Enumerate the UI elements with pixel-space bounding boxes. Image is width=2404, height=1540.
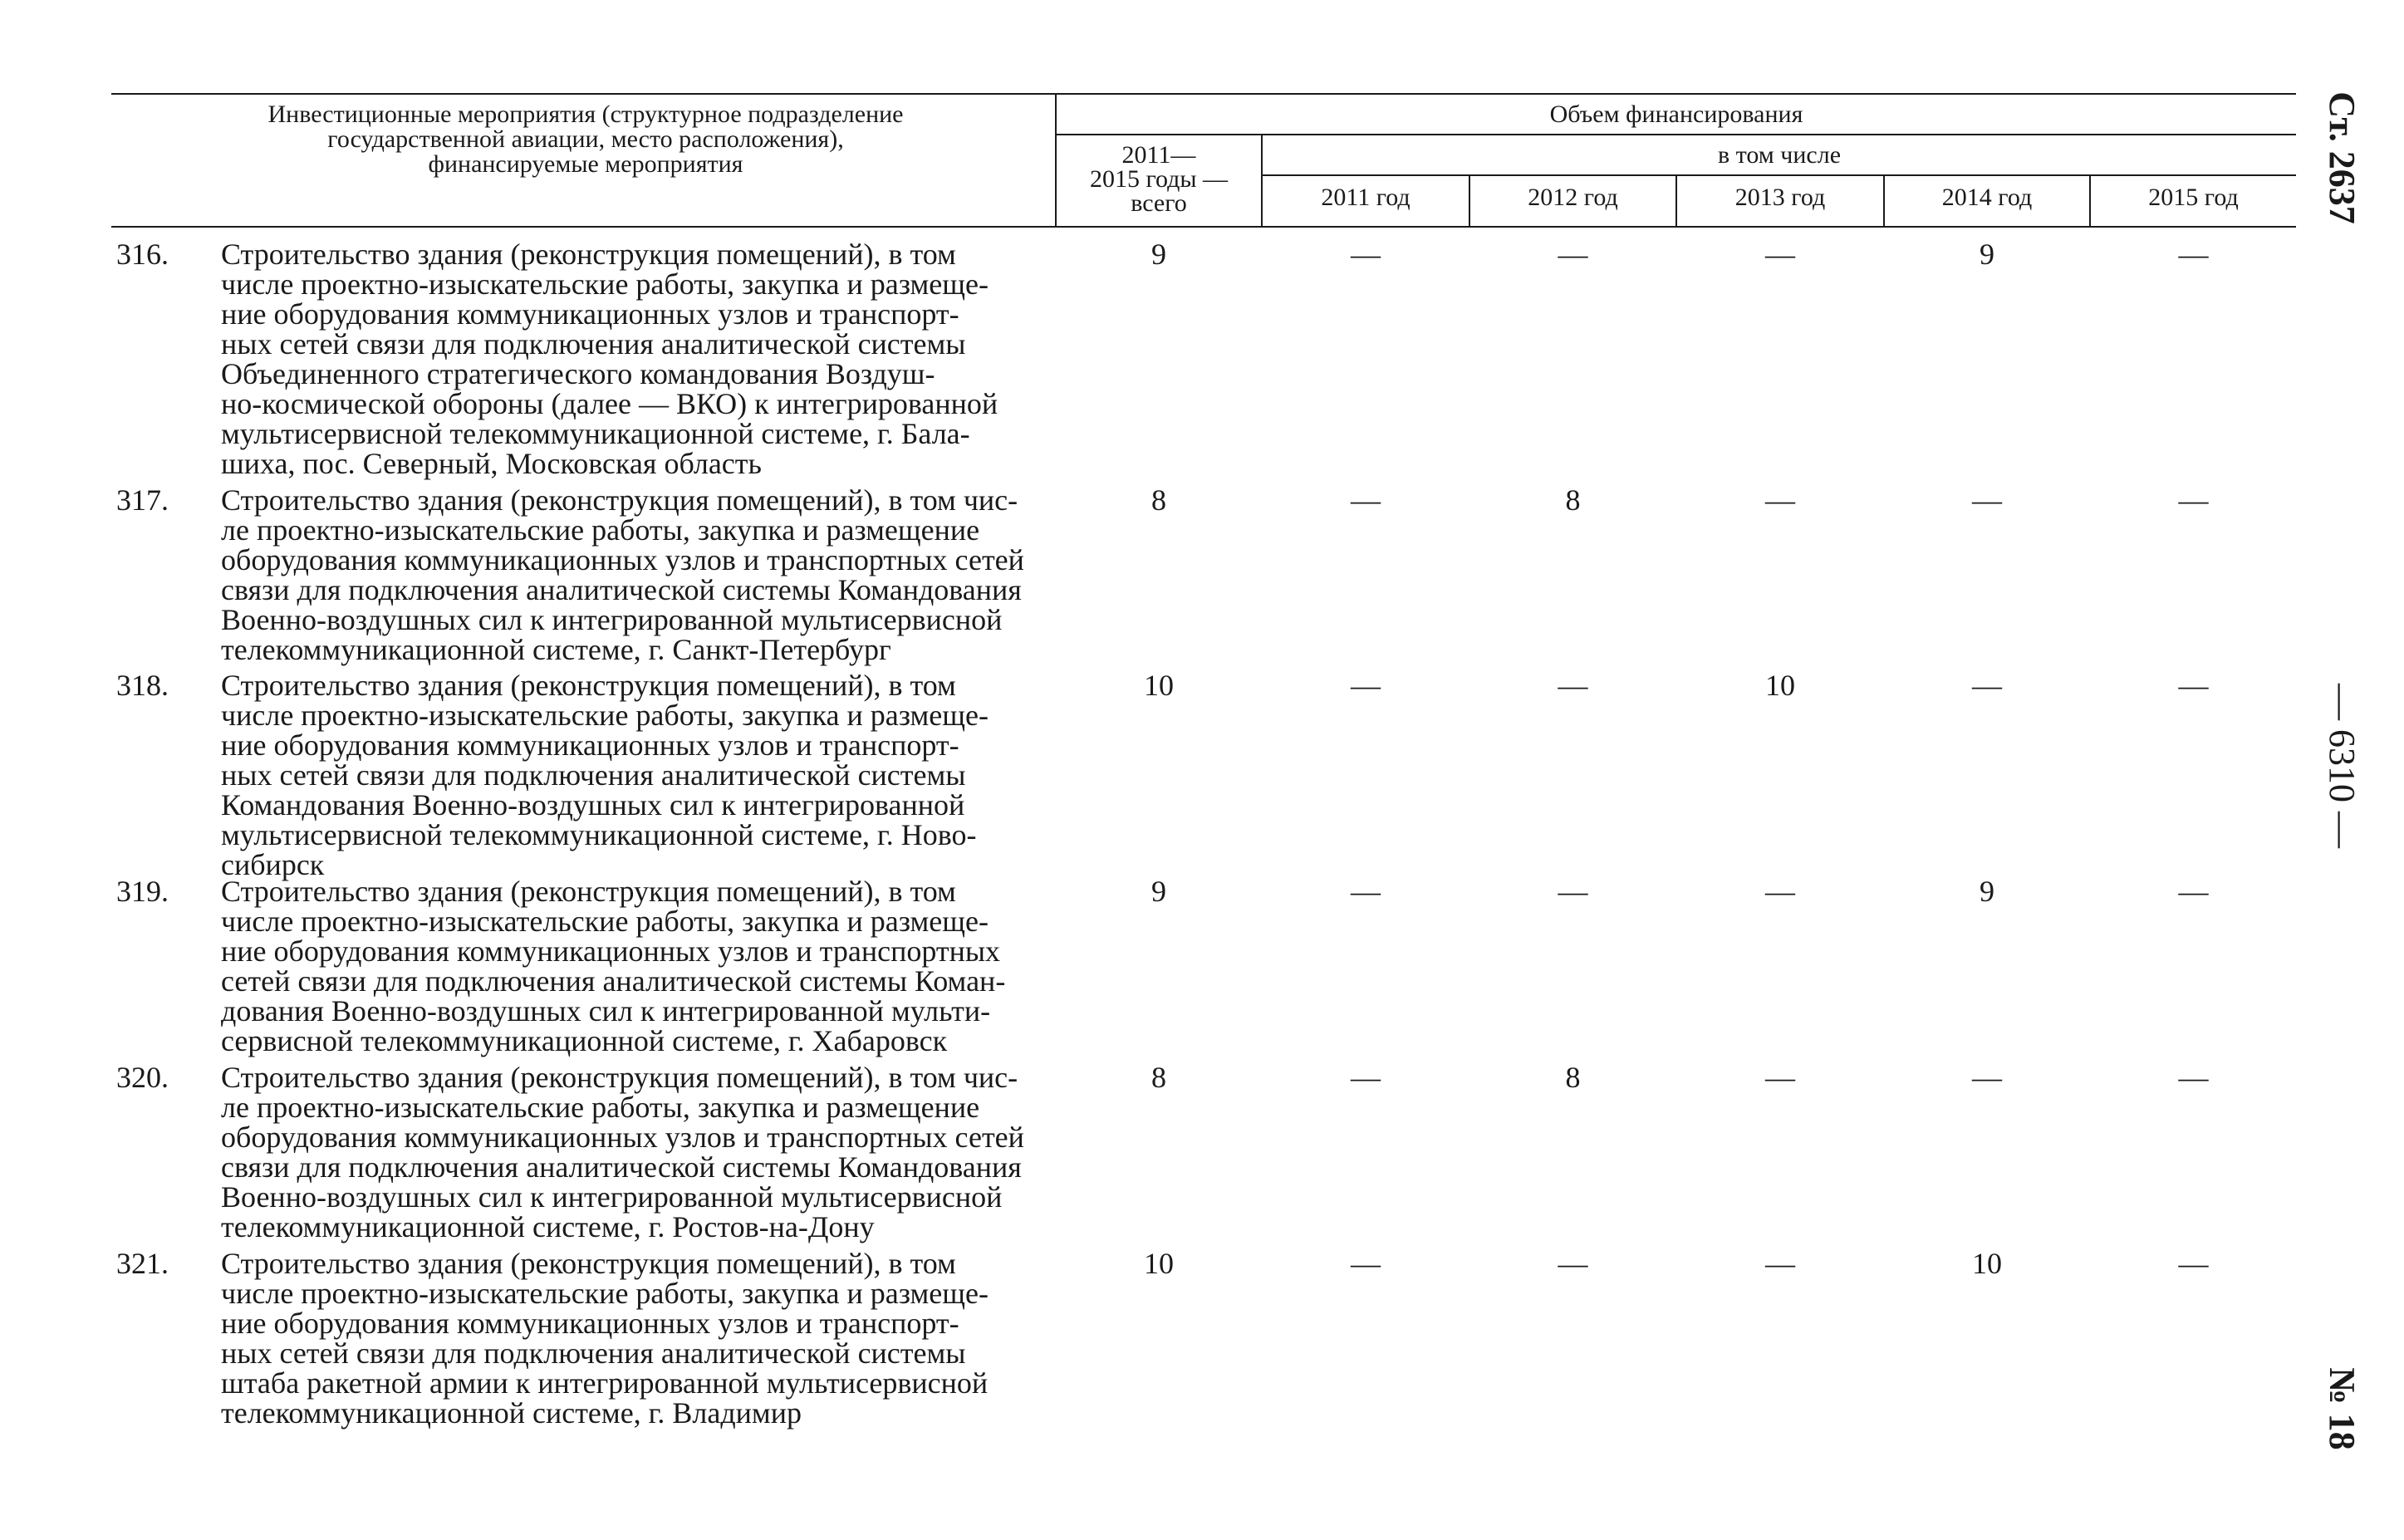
cell-2014: 10 bbox=[1972, 1247, 2002, 1280]
cell-total: 10 bbox=[1144, 669, 1174, 702]
row-text-line: ние оборудования коммуникационных узлов и транспорт- bbox=[221, 728, 959, 762]
row-number: 317. bbox=[116, 483, 169, 517]
header-funding-rule bbox=[1055, 134, 2296, 135]
row-text-line: Строительство здания (реконструкция помещений), в том bbox=[221, 669, 956, 702]
page-number: — 6310 — bbox=[2322, 684, 2362, 848]
row-text-line: сервисной телекоммуникационной системе, г. Хабаровск bbox=[221, 1024, 948, 1057]
cell-2014: 9 bbox=[1980, 238, 1994, 271]
cell-2014: — bbox=[1972, 669, 2002, 702]
cell-2015: — bbox=[2178, 875, 2209, 908]
row-text-line: телекоммуникационной системе, г. Санкт-Петербург bbox=[221, 633, 891, 666]
row-text-line: оборудования коммуникационных узлов и транспортных сетей bbox=[221, 1121, 1024, 1154]
cell-2014: 9 bbox=[1980, 875, 1994, 908]
cell-2011: — bbox=[1351, 238, 1381, 271]
row-text-line: мультисервисной телекоммуникационной системе, г. Ново- bbox=[221, 818, 977, 851]
cell-total: 8 bbox=[1151, 1061, 1166, 1094]
row-text-line: но-космической обороны (далее — ВКО) к интегрированной bbox=[221, 387, 998, 420]
row-text-line: Строительство здания (реконструкция помещений), в том чис- bbox=[221, 1061, 1018, 1094]
row-text-line: числе проектно-изыскательские работы, закупка и размеще- bbox=[221, 1277, 989, 1310]
row-text-line: числе проектно-изыскательские работы, закупка и размеще- bbox=[221, 699, 989, 732]
header-total bbox=[1057, 143, 1261, 215]
cell-2011: — bbox=[1351, 669, 1381, 702]
row-description bbox=[221, 1248, 1033, 1428]
header-year-2013: 2013 год bbox=[1734, 184, 1826, 211]
header-total-line: всего bbox=[1131, 189, 1187, 217]
row-text-line: мультисервисной телекоммуникационной системе, г. Бала- bbox=[221, 417, 970, 450]
row-text-line: сибирск bbox=[221, 848, 325, 881]
cell-2011: — bbox=[1351, 875, 1381, 908]
header-total-line: 2011— bbox=[1121, 141, 1196, 169]
row-text-line: Строительство здания (реконструкция помещений), в том чис- bbox=[221, 483, 1018, 517]
row-text-line: Строительство здания (реконструкция помещений), в том bbox=[221, 1247, 956, 1280]
issue-number: № 18 bbox=[2322, 1367, 2362, 1450]
header-year-2014: 2014 год bbox=[1941, 184, 2033, 211]
cell-2012: — bbox=[1558, 669, 1588, 702]
cell-2012: 8 bbox=[1565, 1061, 1581, 1094]
row-description bbox=[221, 1062, 1033, 1242]
cell-total: 9 bbox=[1151, 875, 1166, 908]
row-text-line: ных сетей связи для подключения аналитической системы bbox=[221, 327, 966, 360]
header-year-2015: 2015 год bbox=[2148, 184, 2239, 211]
cell-2015: — bbox=[2178, 483, 2209, 517]
cell-2012: 8 bbox=[1565, 483, 1581, 517]
row-text-line: ние оборудования коммуникационных узлов и транспортных bbox=[221, 934, 1001, 968]
cell-2015: — bbox=[2178, 669, 2209, 702]
cell-total: 10 bbox=[1144, 1247, 1174, 1280]
row-number: 316. bbox=[116, 238, 169, 271]
cell-2014: — bbox=[1972, 483, 2002, 517]
header-total-line: 2015 годы — bbox=[1089, 165, 1229, 193]
cell-2011: — bbox=[1351, 483, 1381, 517]
header-measures bbox=[116, 102, 1055, 177]
cell-2011: — bbox=[1351, 1247, 1381, 1280]
row-number: 320. bbox=[116, 1061, 169, 1094]
row-text-line: числе проектно-изыскательские работы, закупка и размеще- bbox=[221, 905, 989, 938]
row-text-line: Строительство здания (реконструкция помещений), в том bbox=[221, 238, 956, 271]
header-year-2012: 2012 год bbox=[1528, 184, 1618, 211]
row-description bbox=[221, 239, 1033, 478]
header-year-2011: 2011 год bbox=[1321, 184, 1411, 211]
cell-2015: — bbox=[2178, 1061, 2209, 1094]
cell-2013: — bbox=[1765, 875, 1795, 908]
cell-2012: — bbox=[1558, 238, 1588, 271]
row-text-line: Строительство здания (реконструкция помещений), в том bbox=[221, 875, 956, 908]
cell-2014: — bbox=[1972, 1061, 2002, 1094]
header-measures-line: Инвестиционные мероприятия (структурное подразделение bbox=[267, 101, 904, 128]
row-number: 319. bbox=[116, 875, 169, 908]
row-text-line: ных сетей связи для подключения аналитической системы bbox=[221, 1336, 966, 1370]
cell-2015: — bbox=[2178, 238, 2209, 271]
header-including-rule bbox=[1263, 174, 2296, 176]
cell-2015: — bbox=[2178, 1247, 2209, 1280]
row-text-line: ние оборудования коммуникационных узлов и транспорт- bbox=[221, 297, 959, 331]
row-description bbox=[221, 485, 1033, 665]
header-funding: Объем финансирования bbox=[1549, 101, 1803, 128]
row-text-line: дования Военно-воздушных сил к интегрированной мульти- bbox=[221, 994, 991, 1027]
row-text-line: телекоммуникационной системе, г. Ростов-на-Дону bbox=[221, 1210, 875, 1243]
row-text-line: штаба ракетной армии к интегрированной мультисервисной bbox=[221, 1366, 989, 1400]
cell-2012: — bbox=[1558, 875, 1588, 908]
header-measures-line: государственной авиации, место расположения), bbox=[327, 125, 844, 153]
cell-total: 9 bbox=[1151, 238, 1166, 271]
row-number: 321. bbox=[116, 1247, 169, 1280]
cell-2013: — bbox=[1765, 238, 1795, 271]
row-text-line: телекоммуникационной системе, г. Владимир bbox=[221, 1396, 802, 1430]
row-description bbox=[221, 876, 1033, 1056]
row-text-line: связи для подключения аналитической системы Командования bbox=[221, 573, 1022, 606]
row-text-line: ле проектно-изыскательские работы, закупка и размещение bbox=[221, 513, 980, 547]
cell-2013: — bbox=[1765, 483, 1795, 517]
row-text-line: Военно-воздушных сил к интегрированной мультисервисной bbox=[221, 1180, 1003, 1214]
cell-2013: — bbox=[1765, 1247, 1795, 1280]
row-text-line: шиха, пос. Северный, Московская область bbox=[221, 447, 762, 480]
cell-2012: — bbox=[1558, 1247, 1588, 1280]
cell-2013: 10 bbox=[1765, 669, 1795, 702]
row-text-line: Объединенного стратегического командования Воздуш- bbox=[221, 357, 935, 390]
row-text-line: оборудования коммуникационных узлов и транспортных сетей bbox=[221, 543, 1024, 576]
header-measures-line: финансируемые мероприятия bbox=[428, 150, 743, 178]
row-text-line: ных сетей связи для подключения аналитической системы bbox=[221, 758, 966, 792]
row-text-line: сетей связи для подключения аналитической системы Коман- bbox=[221, 964, 1006, 998]
row-text-line: связи для подключения аналитической системы Командования bbox=[221, 1150, 1022, 1184]
cell-total: 8 bbox=[1151, 483, 1166, 517]
row-text-line: ние оборудования коммуникационных узлов и транспорт- bbox=[221, 1307, 959, 1340]
header-including: в том числе bbox=[1717, 141, 1842, 169]
row-description bbox=[221, 670, 1033, 880]
header-bottom-rule bbox=[111, 226, 2296, 228]
cell-2011: — bbox=[1351, 1061, 1381, 1094]
row-text-line: числе проектно-изыскательские работы, закупка и размеще- bbox=[221, 267, 989, 301]
header-top-rule bbox=[111, 93, 2296, 95]
article-number: Ст. 2637 bbox=[2322, 91, 2362, 224]
row-text-line: Командования Военно-воздушных сил к интегрированной bbox=[221, 788, 965, 821]
cell-2013: — bbox=[1765, 1061, 1795, 1094]
row-text-line: ле проектно-изыскательские работы, закупка и размещение bbox=[221, 1091, 980, 1124]
row-number: 318. bbox=[116, 669, 169, 702]
row-text-line: Военно-воздушных сил к интегрированной мультисервисной bbox=[221, 603, 1003, 636]
